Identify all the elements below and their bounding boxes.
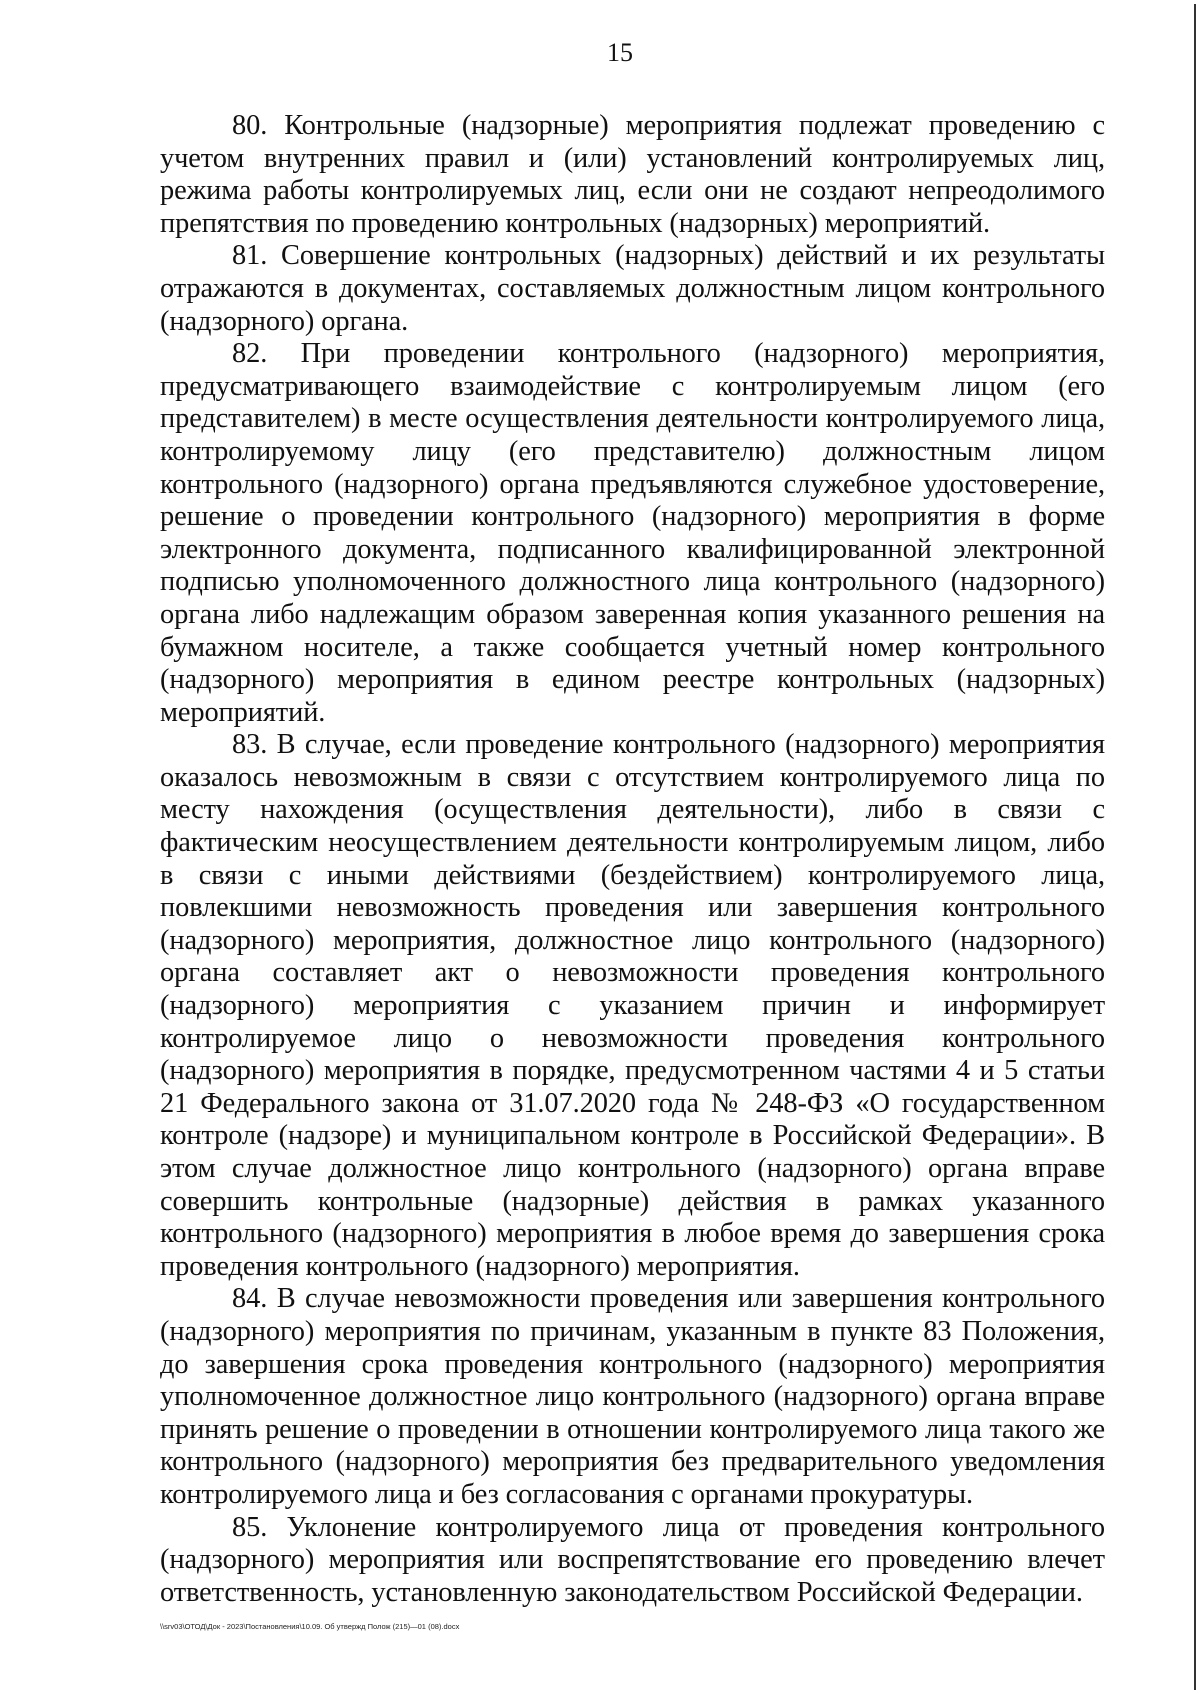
paragraph-81: 81. Совершение контрольных (надзорных) действий и их результаты отражаются в документах, составляемых должностным лицом контрольного (надзорного) органа. (160, 240, 1105, 337)
paragraph-82: 82. При проведении контрольного (надзорного) мероприятия, предусматривающего взаимодействие с контролируемым лицом (его представителем) в месте осуществления деятельности контролируемого лица, контролируемому лицу (его представителю) должностным лицом контрольного (надзорного) органа предъявляются служебное удостоверение, решение о проведении контрольного (надзорного) мероприятия в форме электронного документа, подписанного квалифицированной электронной подписью уполномоченного должностного лица контрольного (надзорного) органа либо надлежащим образом заверенная копия указанного решения на бумажном носителе, а также сообщается учетный номер контрольного (надзорного) мероприятия в едином реестре контрольных (надзорных) мероприятий. (160, 338, 1105, 728)
footer-file-path: \\srv03\ОТОД\Док - 2023\Постановления\10.09. Об утвержд Полож (215)—01 (08).docx (160, 1622, 460, 1631)
scan-edge-border (1194, 4, 1200, 1690)
document-body (160, 110, 1105, 1609)
paragraph-83: 83. В случае, если проведение контрольного (надзорного) мероприятия оказалось невозможным в связи с отсутствием контролируемого лица по месту нахождения (осуществления деятельности), либо в связи с фактическим неосуществлением деятельности контролируемым лицом, либо в связи с иными действиями (бездействием) контролируемого лица, повлекшими невозможность проведения или завершения контрольного (надзорного) мероприятия, должностное лицо контрольного (надзорного) органа составляет акт о невозможности проведения контрольного (надзорного) мероприятия с указанием причин и информирует контролируемое лицо о невозможности проведения контрольного (надзорного) мероприятия в порядке, предусмотренном частями 4 и 5 статьи 21 Федерального закона от 31.07.2020 года № 248-ФЗ «О государственном контроле (надзоре) и муниципальном контроле в Российской Федерации». В этом случае должностное лицо контрольного (надзорного) органа вправе совершить контрольные (надзорные) действия в рамках указанного контрольного (надзорного) мероприятия в любое время до завершения срока проведения контрольного (надзорного) мероприятия. (160, 729, 1105, 1282)
paragraph-80: 80. Контрольные (надзорные) мероприятия подлежат проведению с учетом внутренних правил и (или) установлений контролируемых лиц, режима работы контролируемых лиц, если они не создают непреодолимого препятствия по проведению контрольных (надзорных) мероприятий. (160, 110, 1105, 239)
paragraph-84: 84. В случае невозможности проведения или завершения контрольного (надзорного) мероприятия по причинам, указанным в пункте 83 Положения, до завершения срока проведения контрольного (надзорного) мероприятия уполномоченное должностное лицо контрольного (надзорного) органа вправе принять решение о проведении в отношении контролируемого лица такого же контрольного (надзорного) мероприятия без предварительного уведомления контролируемого лица и без согласования с органами прокуратуры. (160, 1283, 1105, 1510)
page-number: 15 (607, 38, 633, 67)
paragraph-85: 85. Уклонение контролируемого лица от проведения контрольного (надзорного) мероприятия или воспрепятствование его проведению влечет ответственность, установленную законодательством Российской Федерации. (160, 1511, 1105, 1608)
